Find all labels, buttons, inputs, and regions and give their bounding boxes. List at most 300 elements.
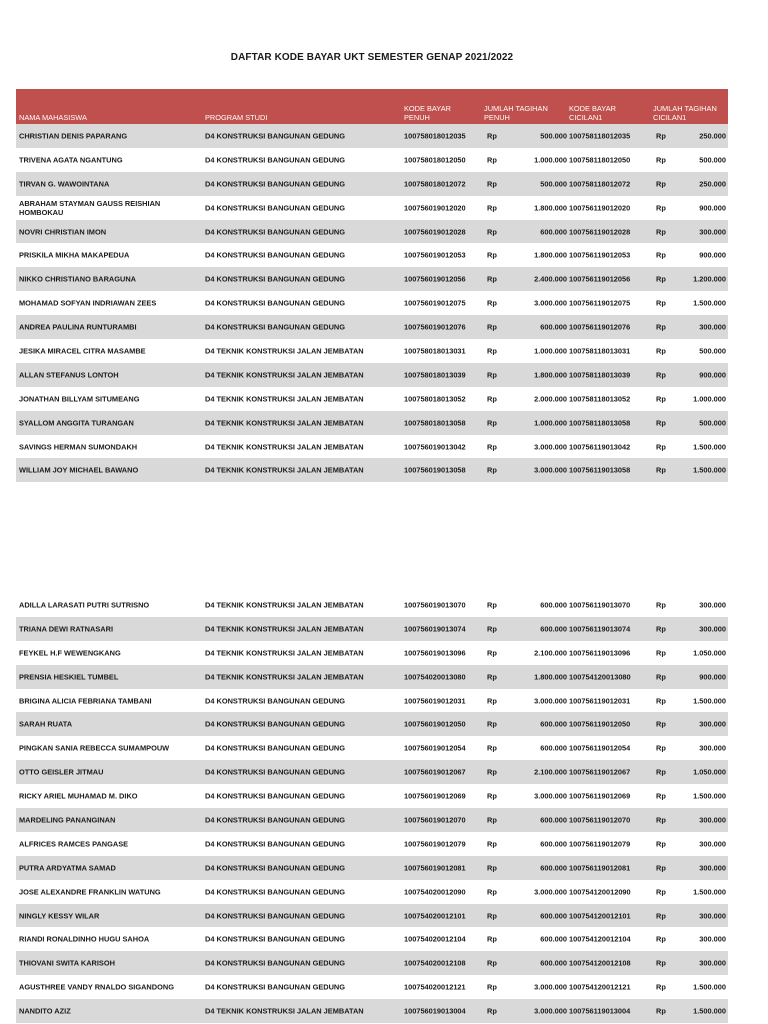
jumlah-tagihan-penuh: 1.000.000 [534,155,567,165]
student-name: MOHAMAD SOFYAN INDRIAWAN ZEES [19,298,157,308]
header-jumlah-cicilan: JUMLAH TAGIHAN CICILAN1 [653,104,717,122]
kode-bayar-penuh: 100756019012028 [404,227,466,236]
kode-bayar-cicilan: 100754120012090 [569,887,631,897]
kode-bayar-cicilan: 100756119012076 [569,322,631,332]
study-program: D4 KONSTRUKSI BANGUNAN GEDUNG [205,911,346,921]
table-row [16,267,728,291]
student-name: ALLAN STEFANUS LONTOH [19,370,119,380]
currency-label: Rp [656,934,666,944]
currency-label: Rp [656,370,666,380]
currency-label: Rp [487,442,497,452]
currency-label: Rp [656,600,666,610]
table-row [16,880,728,904]
table-row [16,808,728,832]
kode-bayar-penuh: 100758018012072 [404,179,466,189]
student-name: OTTO GEISLER JITMAU [19,767,104,777]
student-name: JOSE ALEXANDRE FRANKLIN WATUNG [19,887,161,897]
table-row [16,363,728,387]
jumlah-tagihan-cicilan: 500.000 [699,155,726,165]
kode-bayar-penuh: 100756019013058 [404,465,466,475]
table-row [16,435,728,459]
study-program: D4 KONSTRUKSI BANGUNAN GEDUNG [205,203,346,213]
currency-label: Rp [656,442,666,452]
study-program: D4 TEKNIK KONSTRUKSI JALAN JEMBATAN [205,648,364,658]
kode-bayar-penuh: 100758018013052 [404,394,466,404]
jumlah-tagihan-cicilan: 1.500.000 [693,442,726,452]
jumlah-tagihan-penuh: 500.000 [540,131,567,141]
currency-label: Rp [487,370,497,380]
kode-bayar-cicilan: 100754120013080 [569,672,631,682]
kode-bayar-cicilan: 100758118012050 [569,155,631,165]
currency-label: Rp [487,767,497,777]
currency-label: Rp [656,696,666,705]
table-row [16,315,728,339]
currency-label: Rp [487,672,497,682]
currency-label: Rp [487,298,497,308]
student-name: ALFRICES RAMCES PANGASE [19,839,129,849]
jumlah-tagihan-cicilan: 300.000 [699,227,726,236]
kode-bayar-cicilan: 100758118012072 [569,179,631,189]
study-program: D4 TEKNIK KONSTRUKSI JALAN JEMBATAN [205,672,364,682]
jumlah-tagihan-penuh: 600.000 [540,863,567,873]
kode-bayar-penuh: 100754020012090 [404,887,466,897]
currency-label: Rp [656,250,666,260]
kode-bayar-cicilan: 100756119013070 [569,600,631,610]
study-program: D4 KONSTRUKSI BANGUNAN GEDUNG [205,298,346,308]
study-program: D4 TEKNIK KONSTRUKSI JALAN JEMBATAN [205,442,364,452]
table-row [16,760,728,784]
kode-bayar-cicilan: 100756119012050 [569,719,631,729]
study-program: D4 KONSTRUKSI BANGUNAN GEDUNG [205,815,346,825]
kode-bayar-cicilan: 100756119013004 [569,1006,631,1016]
currency-label: Rp [656,982,666,992]
kode-bayar-penuh: 100756019012081 [404,863,466,873]
student-name: TIRVAN G. WAWOINTANA [19,179,110,189]
student-name: RICKY ARIEL MUHAMAD M. DIKO [19,791,138,801]
jumlah-tagihan-cicilan: 1.500.000 [693,696,726,705]
currency-label: Rp [487,346,497,356]
student-name: JONATHAN BILLYAM SITUMEANG [19,394,140,404]
student-name: ANDREA PAULINA RUNTURAMBI [19,322,137,332]
student-name: CHRISTIAN DENIS PAPARANG [19,131,128,141]
table-row [16,411,728,435]
student-name: RIANDI RONALDINHO HUGU SAHOA [19,934,150,944]
student-name: SAVINGS HERMAN SUMONDAKH [19,442,138,452]
currency-label: Rp [487,863,497,873]
kode-bayar-cicilan: 100754120012108 [569,958,631,968]
jumlah-tagihan-cicilan: 300.000 [699,743,726,753]
table-row [16,593,728,617]
jumlah-tagihan-cicilan: 300.000 [699,322,726,332]
kode-bayar-cicilan: 100754120012121 [569,982,631,992]
currency-label: Rp [656,887,666,897]
header-jumlah-penuh: JUMLAH TAGIHAN PENUH [484,104,548,122]
jumlah-tagihan-penuh: 1.800.000 [534,250,567,260]
study-program: D4 TEKNIK KONSTRUKSI JALAN JEMBATAN [205,624,364,634]
jumlah-tagihan-cicilan: 300.000 [699,719,726,729]
ukt-table-page-1 [16,89,728,482]
kode-bayar-penuh: 100756019012069 [404,791,466,801]
page-title: DAFTAR KODE BAYAR UKT SEMESTER GENAP 2021/2022 [230,52,514,63]
study-program: D4 KONSTRUKSI BANGUNAN GEDUNG [205,982,346,992]
jumlah-tagihan-penuh: 1.000.000 [534,346,567,356]
table-row [16,243,728,267]
jumlah-tagihan-penuh: 600.000 [540,743,567,753]
currency-label: Rp [487,958,497,968]
jumlah-tagihan-cicilan: 300.000 [699,815,726,825]
currency-label: Rp [656,203,666,213]
study-program: D4 TEKNIK KONSTRUKSI JALAN JEMBATAN [205,418,364,428]
student-name: PRISKILA MIKHA MAKAPEDUA [19,250,130,260]
table-row [16,975,728,999]
table-row [16,904,728,928]
jumlah-tagihan-penuh: 600.000 [540,815,567,825]
student-name: JESIKA MIRACEL CITRA MASAMBE [19,346,146,356]
currency-label: Rp [487,179,497,189]
study-program: D4 KONSTRUKSI BANGUNAN GEDUNG [205,839,346,849]
currency-label: Rp [487,155,497,165]
currency-label: Rp [656,624,666,634]
kode-bayar-cicilan: 100756119012056 [569,274,631,284]
kode-bayar-penuh: 100758018012035 [404,131,466,141]
currency-label: Rp [487,815,497,825]
table-row [16,339,728,363]
study-program: D4 TEKNIK KONSTRUKSI JALAN JEMBATAN [205,600,364,610]
kode-bayar-cicilan: 100756119012067 [569,767,631,777]
kode-bayar-penuh: 100756019012070 [404,815,466,825]
jumlah-tagihan-penuh: 600.000 [540,934,567,944]
jumlah-tagihan-cicilan: 1.000.000 [693,394,726,404]
jumlah-tagihan-cicilan: 1.500.000 [693,465,726,475]
table-row [16,999,728,1023]
student-name: PINGKAN SANIA REBECCA SUMAMPOUW [19,743,170,753]
currency-label: Rp [656,911,666,921]
currency-label: Rp [487,911,497,921]
table-row [16,736,728,760]
jumlah-tagihan-cicilan: 300.000 [699,958,726,968]
jumlah-tagihan-cicilan: 300.000 [699,911,726,921]
jumlah-tagihan-penuh: 500.000 [540,179,567,189]
currency-label: Rp [487,791,497,801]
kode-bayar-penuh: 100756019012079 [404,839,466,849]
jumlah-tagihan-penuh: 600.000 [540,227,567,236]
kode-bayar-penuh: 100756019012054 [404,743,466,753]
student-name: SYALLOM ANGGITA TURANGAN [19,418,134,428]
kode-bayar-penuh: 100758018013039 [404,370,466,380]
currency-label: Rp [656,1006,666,1016]
jumlah-tagihan-penuh: 3.000.000 [534,1006,567,1016]
currency-label: Rp [656,179,666,189]
header-nama: NAMA MAHASISWA [19,113,87,122]
table-row [16,617,728,641]
jumlah-tagihan-penuh: 600.000 [540,322,567,332]
jumlah-tagihan-cicilan: 500.000 [699,346,726,356]
currency-label: Rp [487,274,497,284]
kode-bayar-penuh: 100758018013058 [404,418,466,428]
jumlah-tagihan-cicilan: 500.000 [699,418,726,428]
kode-bayar-penuh: 100756019012075 [404,298,466,308]
currency-label: Rp [487,696,497,705]
currency-label: Rp [487,624,497,634]
study-program: D4 TEKNIK KONSTRUKSI JALAN JEMBATAN [205,1006,364,1016]
currency-label: Rp [487,648,497,658]
kode-bayar-cicilan: 100756119013096 [569,648,631,658]
study-program: D4 KONSTRUKSI BANGUNAN GEDUNG [205,274,346,284]
currency-label: Rp [656,958,666,968]
kode-bayar-cicilan: 100754120012101 [569,911,631,921]
table-row [16,856,728,880]
currency-label: Rp [487,131,497,141]
currency-label: Rp [487,887,497,897]
jumlah-tagihan-penuh: 1.800.000 [534,370,567,380]
kode-bayar-penuh: 100756019012056 [404,274,466,284]
study-program: D4 KONSTRUKSI BANGUNAN GEDUNG [205,155,346,165]
currency-label: Rp [656,274,666,284]
jumlah-tagihan-penuh: 3.000.000 [534,465,567,475]
currency-label: Rp [656,465,666,475]
kode-bayar-cicilan: 100756119013058 [569,465,631,475]
study-program: D4 KONSTRUKSI BANGUNAN GEDUNG [205,934,346,944]
jumlah-tagihan-penuh: 1.800.000 [534,203,567,213]
table-row [16,220,728,244]
study-program: D4 KONSTRUKSI BANGUNAN GEDUNG [205,131,346,141]
jumlah-tagihan-cicilan: 300.000 [699,624,726,634]
kode-bayar-cicilan: 100756119012054 [569,743,631,753]
jumlah-tagihan-cicilan: 1.500.000 [693,982,726,992]
study-program: D4 KONSTRUKSI BANGUNAN GEDUNG [205,696,346,705]
currency-label: Rp [656,815,666,825]
kode-bayar-penuh: 100756019012067 [404,767,466,777]
currency-label: Rp [656,322,666,332]
jumlah-tagihan-cicilan: 300.000 [699,839,726,849]
jumlah-tagihan-penuh: 600.000 [540,911,567,921]
jumlah-tagihan-cicilan: 1.050.000 [693,648,726,658]
jumlah-tagihan-penuh: 1.000.000 [534,418,567,428]
kode-bayar-penuh: 100754020012104 [404,934,466,944]
currency-label: Rp [487,322,497,332]
table-row [16,124,728,148]
currency-label: Rp [656,298,666,308]
study-program: D4 KONSTRUKSI BANGUNAN GEDUNG [205,863,346,873]
kode-bayar-cicilan: 100758118012035 [569,131,631,141]
study-program: D4 TEKNIK KONSTRUKSI JALAN JEMBATAN [205,370,364,380]
student-name: PRENSIA HESKIEL TUMBEL [19,672,119,682]
jumlah-tagihan-penuh: 3.000.000 [534,696,567,705]
kode-bayar-penuh: 100756019013096 [404,648,466,658]
jumlah-tagihan-penuh: 600.000 [540,719,567,729]
kode-bayar-cicilan: 100758118013058 [569,418,631,428]
jumlah-tagihan-cicilan: 900.000 [699,672,726,682]
student-name: TRIANA DEWI RATNASARI [19,624,114,634]
study-program: D4 KONSTRUKSI BANGUNAN GEDUNG [205,767,346,777]
currency-label: Rp [656,719,666,729]
currency-label: Rp [487,418,497,428]
study-program: D4 KONSTRUKSI BANGUNAN GEDUNG [205,179,346,189]
currency-label: Rp [487,465,497,475]
currency-label: Rp [656,394,666,404]
table-row [16,784,728,808]
student-name: NINGLY KESSY WILAR [19,911,100,921]
jumlah-tagihan-penuh: 1.800.000 [534,672,567,682]
currency-label: Rp [487,227,497,236]
currency-label: Rp [487,203,497,213]
kode-bayar-penuh: 100754020012108 [404,958,466,968]
kode-bayar-penuh: 100756019013004 [404,1006,466,1016]
student-name: NIKKO CHRISTIANO BARAGUNA [19,274,137,284]
kode-bayar-cicilan: 100758118013039 [569,370,631,380]
jumlah-tagihan-penuh: 3.000.000 [534,442,567,452]
header-kode-cicilan: KODE BAYAR CICILAN1 [569,104,616,122]
kode-bayar-penuh: 100754020012101 [404,911,466,921]
kode-bayar-cicilan: 100756119013042 [569,442,631,452]
jumlah-tagihan-penuh: 3.000.000 [534,791,567,801]
jumlah-tagihan-penuh: 600.000 [540,600,567,610]
table-row [16,951,728,975]
study-program: D4 TEKNIK KONSTRUKSI JALAN JEMBATAN [205,465,364,475]
currency-label: Rp [656,155,666,165]
jumlah-tagihan-cicilan: 1.500.000 [693,887,726,897]
study-program: D4 KONSTRUKSI BANGUNAN GEDUNG [205,743,346,753]
jumlah-tagihan-penuh: 600.000 [540,839,567,849]
kode-bayar-penuh: 100756019013074 [404,624,466,634]
jumlah-tagihan-cicilan: 1.050.000 [693,767,726,777]
study-program: D4 KONSTRUKSI BANGUNAN GEDUNG [205,791,346,801]
table-body [16,593,728,1023]
table-row [16,291,728,315]
study-program: D4 KONSTRUKSI BANGUNAN GEDUNG [205,719,346,729]
table-row [16,387,728,411]
jumlah-tagihan-cicilan: 1.500.000 [693,298,726,308]
kode-bayar-cicilan: 100758118013031 [569,346,631,356]
kode-bayar-cicilan: 100754120012104 [569,934,631,944]
jumlah-tagihan-cicilan: 900.000 [699,370,726,380]
study-program: D4 TEKNIK KONSTRUKSI JALAN JEMBATAN [205,346,364,356]
jumlah-tagihan-cicilan: 900.000 [699,203,726,213]
kode-bayar-cicilan: 100756119012031 [569,696,631,705]
jumlah-tagihan-penuh: 3.000.000 [534,887,567,897]
table-body [16,124,728,482]
header-program: PROGRAM STUDI [205,113,268,122]
currency-label: Rp [487,394,497,404]
study-program: D4 TEKNIK KONSTRUKSI JALAN JEMBATAN [205,394,364,404]
student-name: ADILLA LARASATI PUTRI SUTRISNO [19,600,150,610]
jumlah-tagihan-penuh: 2.100.000 [534,648,567,658]
table-row [16,172,728,196]
kode-bayar-penuh: 100756019012020 [404,203,466,213]
student-name: NANDITO AZIZ [19,1006,71,1016]
jumlah-tagihan-cicilan: 1.500.000 [693,791,726,801]
kode-bayar-penuh: 100756019012076 [404,322,466,332]
header-kode-penuh: KODE BAYAR PENUH [404,104,451,122]
jumlah-tagihan-penuh: 2.400.000 [534,274,567,284]
currency-label: Rp [656,346,666,356]
jumlah-tagihan-penuh: 600.000 [540,958,567,968]
jumlah-tagihan-cicilan: 250.000 [699,179,726,189]
currency-label: Rp [656,131,666,141]
currency-label: Rp [656,743,666,753]
kode-bayar-penuh: 100754020013080 [404,672,466,682]
kode-bayar-cicilan: 100756119012028 [569,227,631,236]
currency-label: Rp [656,648,666,658]
kode-bayar-penuh: 100756019012053 [404,250,466,260]
currency-label: Rp [656,227,666,236]
kode-bayar-cicilan: 100756119012075 [569,298,631,308]
currency-label: Rp [656,839,666,849]
jumlah-tagihan-cicilan: 1.200.000 [693,274,726,284]
currency-label: Rp [487,1006,497,1016]
table-header [16,89,728,124]
kode-bayar-penuh: 100756019013070 [404,600,466,610]
jumlah-tagihan-cicilan: 250.000 [699,131,726,141]
kode-bayar-cicilan: 100756119012070 [569,815,631,825]
table-row [16,927,728,951]
kode-bayar-cicilan: 100756119012069 [569,791,631,801]
student-name: WILLIAM JOY MICHAEL BAWANO [19,465,139,475]
student-name: TRIVENA AGATA NGANTUNG [19,155,123,165]
student-name: PUTRA ARDYATMA SAMAD [19,863,116,873]
kode-bayar-penuh: 100758018013031 [404,346,466,356]
study-program: D4 KONSTRUKSI BANGUNAN GEDUNG [205,958,346,968]
kode-bayar-penuh: 100756019012031 [404,696,466,705]
jumlah-tagihan-cicilan: 1.500.000 [693,1006,726,1016]
table-row [16,641,728,665]
jumlah-tagihan-penuh: 2.000.000 [534,394,567,404]
currency-label: Rp [656,863,666,873]
student-name: SARAH RUATA [19,719,73,729]
student-name: ABRAHAM STAYMAN GAUSS REISHIAN HOMBOKAU [19,198,161,217]
study-program: D4 KONSTRUKSI BANGUNAN GEDUNG [205,322,346,332]
kode-bayar-cicilan: 100758118013052 [569,394,631,404]
currency-label: Rp [487,934,497,944]
currency-label: Rp [656,418,666,428]
table-row [16,712,728,736]
jumlah-tagihan-cicilan: 300.000 [699,863,726,873]
kode-bayar-penuh: 100756019013042 [404,442,466,452]
study-program: D4 KONSTRUKSI BANGUNAN GEDUNG [205,250,346,260]
table-row [16,689,728,713]
student-name: THIOVANI SWITA KARISOH [19,958,115,968]
kode-bayar-cicilan: 100756119012081 [569,863,631,873]
jumlah-tagihan-penuh: 600.000 [540,624,567,634]
kode-bayar-penuh: 100754020012121 [404,982,466,992]
study-program: D4 KONSTRUKSI BANGUNAN GEDUNG [205,227,346,236]
student-name: FEYKEL H.F WEWENGKANG [19,648,121,658]
table-row [16,458,728,482]
currency-label: Rp [656,791,666,801]
student-name: MARDELING PANANGINAN [19,815,116,825]
currency-label: Rp [487,250,497,260]
kode-bayar-cicilan: 100756119013074 [569,624,631,634]
kode-bayar-cicilan: 100756119012079 [569,839,631,849]
jumlah-tagihan-penuh: 3.000.000 [534,982,567,992]
table-row [16,148,728,172]
jumlah-tagihan-cicilan: 300.000 [699,934,726,944]
jumlah-tagihan-penuh: 2.100.000 [534,767,567,777]
currency-label: Rp [487,743,497,753]
student-name: AGUSTHREE VANDY RNALDO SIGANDONG [19,982,174,992]
currency-label: Rp [487,982,497,992]
table-row [16,665,728,689]
table-row [16,196,728,220]
currency-label: Rp [487,600,497,610]
currency-label: Rp [656,767,666,777]
table-row [16,832,728,856]
jumlah-tagihan-cicilan: 900.000 [699,250,726,260]
currency-label: Rp [656,672,666,682]
ukt-table-page-2 [16,593,728,1023]
kode-bayar-penuh: 100758018012050 [404,155,466,165]
study-program: D4 KONSTRUKSI BANGUNAN GEDUNG [205,887,346,897]
